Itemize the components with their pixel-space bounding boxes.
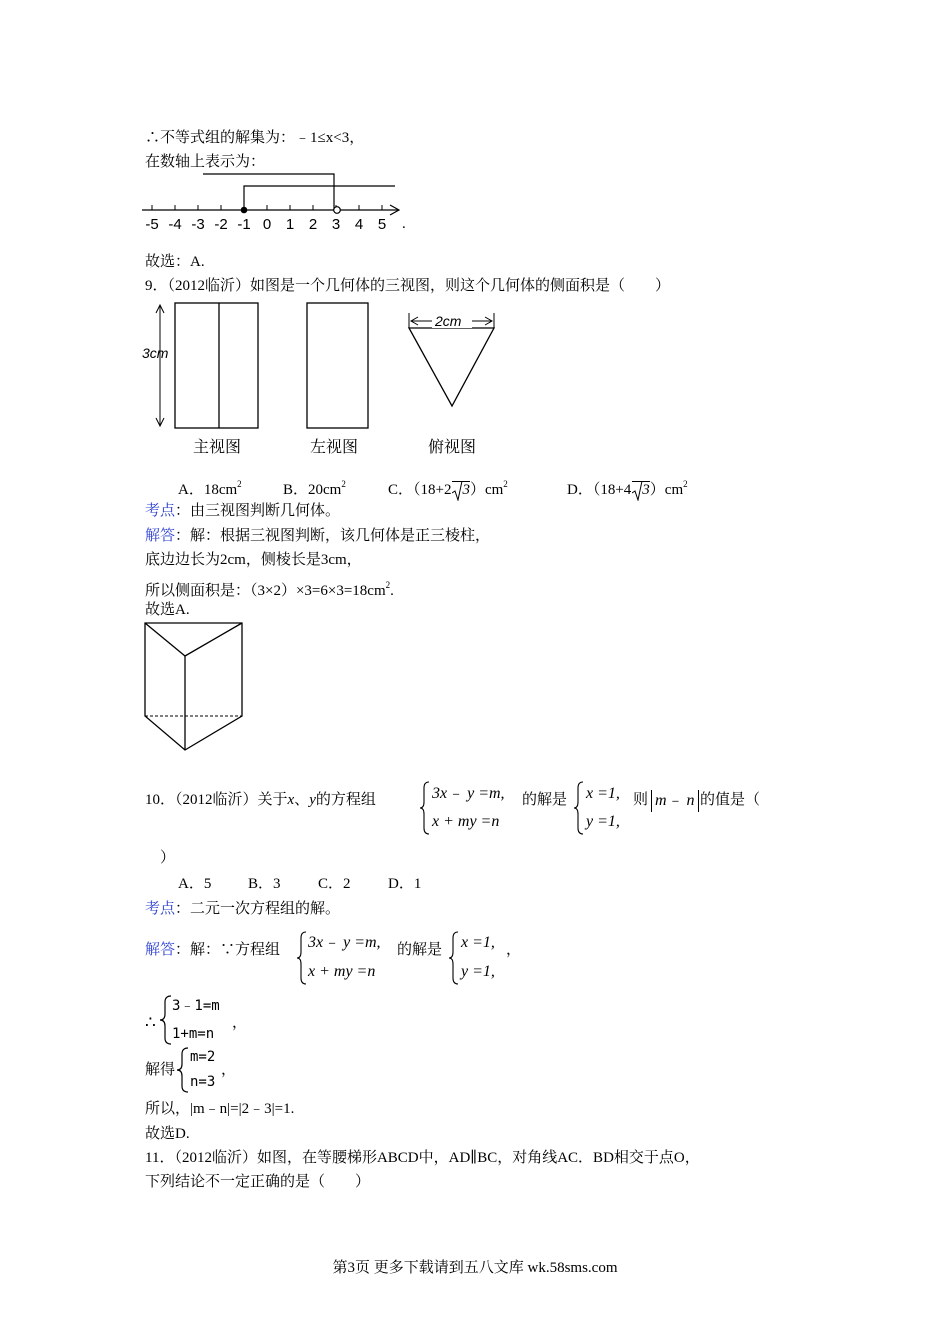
q9-answer: 故选A. bbox=[145, 602, 190, 618]
system3-comma: ， bbox=[232, 1015, 248, 1031]
closed-point-neg1 bbox=[241, 207, 248, 214]
number-line-tick-label: 5 bbox=[377, 216, 387, 233]
q10-paren-close: ） bbox=[160, 850, 176, 866]
q10-option-d: D．1 bbox=[388, 876, 422, 892]
number-line-figure bbox=[140, 170, 420, 235]
jiede-label: 解得 bbox=[145, 1062, 176, 1078]
solution-brace-1 bbox=[574, 780, 584, 836]
q10-result: 所以，|m﹣n|=|2﹣3|=1. bbox=[145, 1101, 295, 1117]
number-line-tick-label: -2 bbox=[214, 216, 228, 233]
top-view-caption: 俯视图 bbox=[428, 439, 477, 456]
q10-stem-start: 10．（2012临沂）关于x、y的方程组 bbox=[145, 792, 376, 808]
number-line-tick-label: -3 bbox=[191, 216, 205, 233]
q11-stem-2: 下列结论不一定正确的是（ ） bbox=[145, 1174, 371, 1190]
q11-stem-1: 11．（2012临沂）如图，在等腰梯形ABCD中，AD∥BC，对角线AC．BD相交于点O， bbox=[145, 1150, 700, 1166]
page-footer: 第3页 更多下载请到五八文库 wk.58sms.com bbox=[332, 1260, 618, 1276]
solution-y: y =1, bbox=[586, 813, 620, 830]
q9-option-c: C．（18+2 $3)cm^2$ bbox=[388, 479, 508, 498]
q9-option-a: A．$18cm^2$ bbox=[178, 479, 242, 498]
q10-solution-intro: 解答：解：∵方程组 bbox=[145, 942, 281, 958]
q10-then: 则 bbox=[633, 792, 649, 808]
system2-eq-2: x + my =n bbox=[308, 963, 376, 980]
q9-option-d: D．（18+4 $3)cm^2$ bbox=[567, 479, 688, 498]
system3-eq-1: 3﹣1=m bbox=[172, 998, 220, 1014]
solution-x: x =1, bbox=[586, 785, 620, 802]
number-line-tick-label: 3 bbox=[331, 216, 341, 233]
q9-kaodian: 考点：由三视图判断几何体。 bbox=[145, 503, 341, 519]
q10-solution-comma: ， bbox=[506, 942, 522, 958]
system-brace-2 bbox=[297, 930, 307, 986]
system2-eq-1: 3x﹣ y =m, bbox=[308, 934, 381, 951]
q8-answer: 故选：A. bbox=[145, 254, 205, 270]
system-brace-4 bbox=[177, 1046, 189, 1094]
left-view-caption: 左视图 bbox=[310, 439, 359, 456]
height-dimension-label: 3cm bbox=[142, 345, 169, 361]
three-views-figure bbox=[140, 295, 510, 460]
system4-eq-2: n=3 bbox=[190, 1074, 216, 1090]
solution-set-line: ∴不等式组的解集为：﹣1≤x<3， bbox=[145, 130, 365, 146]
open-point-3 bbox=[334, 207, 341, 214]
system4-eq-1: m=2 bbox=[190, 1049, 216, 1065]
q10-stem-end: 的值是（ bbox=[700, 792, 761, 808]
triangular-prism-figure bbox=[140, 618, 250, 753]
q10-option-c: C．2 bbox=[318, 876, 351, 892]
q10-answer: 故选D. bbox=[145, 1126, 190, 1142]
abs-expression: m﹣ n bbox=[651, 790, 699, 812]
q9-stem: 9．（2012临沂）如图是一个几何体的三视图，则这个几何体的侧面积是（ ） bbox=[145, 278, 671, 294]
solution2-y: y =1, bbox=[461, 963, 495, 980]
q9-solution-1: 解答：解：根据三视图判断，该几何体是正三棱柱， bbox=[145, 528, 491, 544]
system-eq-1: 3x﹣ y =m, bbox=[432, 785, 505, 802]
number-line-tick-label: -4 bbox=[168, 216, 182, 233]
number-line-intro: 在数轴上表示为： bbox=[145, 154, 266, 170]
system-brace-3 bbox=[160, 994, 172, 1046]
q9-solution-3: 所以侧面积是：$(3\times 2)\times 3=6\times 3=18cm^2$. bbox=[145, 580, 394, 599]
number-line-tick-label: 0 bbox=[262, 216, 272, 233]
number-line-tick-label: -1 bbox=[237, 216, 251, 233]
solution2-x: x =1, bbox=[461, 934, 495, 951]
front-view-caption: 主视图 bbox=[193, 439, 242, 456]
system-brace-1 bbox=[420, 780, 430, 836]
q10-kaodian: 考点：二元一次方程组的解。 bbox=[145, 901, 341, 917]
system-eq-2: x + my =n bbox=[432, 813, 500, 830]
therefore-symbol: ∴ bbox=[145, 1013, 156, 1032]
q9-solution-2: 底边边长为2cm，侧棱长是3cm， bbox=[145, 552, 362, 568]
q10-solution-mid: 的解是 bbox=[397, 942, 443, 958]
number-line-tick-label: 1 bbox=[285, 216, 295, 233]
q9-option-b: B．$20cm^2$ bbox=[283, 479, 346, 498]
width-dimension-label: 2cm bbox=[435, 313, 462, 329]
number-line-tick-label: 4 bbox=[354, 216, 364, 233]
q10-option-b: B．3 bbox=[248, 876, 281, 892]
q10-stem-mid: 的解是 bbox=[522, 792, 568, 808]
number-line-tick-label: -5 bbox=[145, 216, 159, 233]
number-line-tick-label: 2 bbox=[308, 216, 318, 233]
number-line-period: . bbox=[402, 216, 406, 232]
q10-option-a: A．5 bbox=[178, 876, 212, 892]
system4-comma: ， bbox=[221, 1062, 237, 1078]
system3-eq-2: 1+m=n bbox=[172, 1026, 215, 1042]
solution-brace-2 bbox=[449, 930, 459, 986]
